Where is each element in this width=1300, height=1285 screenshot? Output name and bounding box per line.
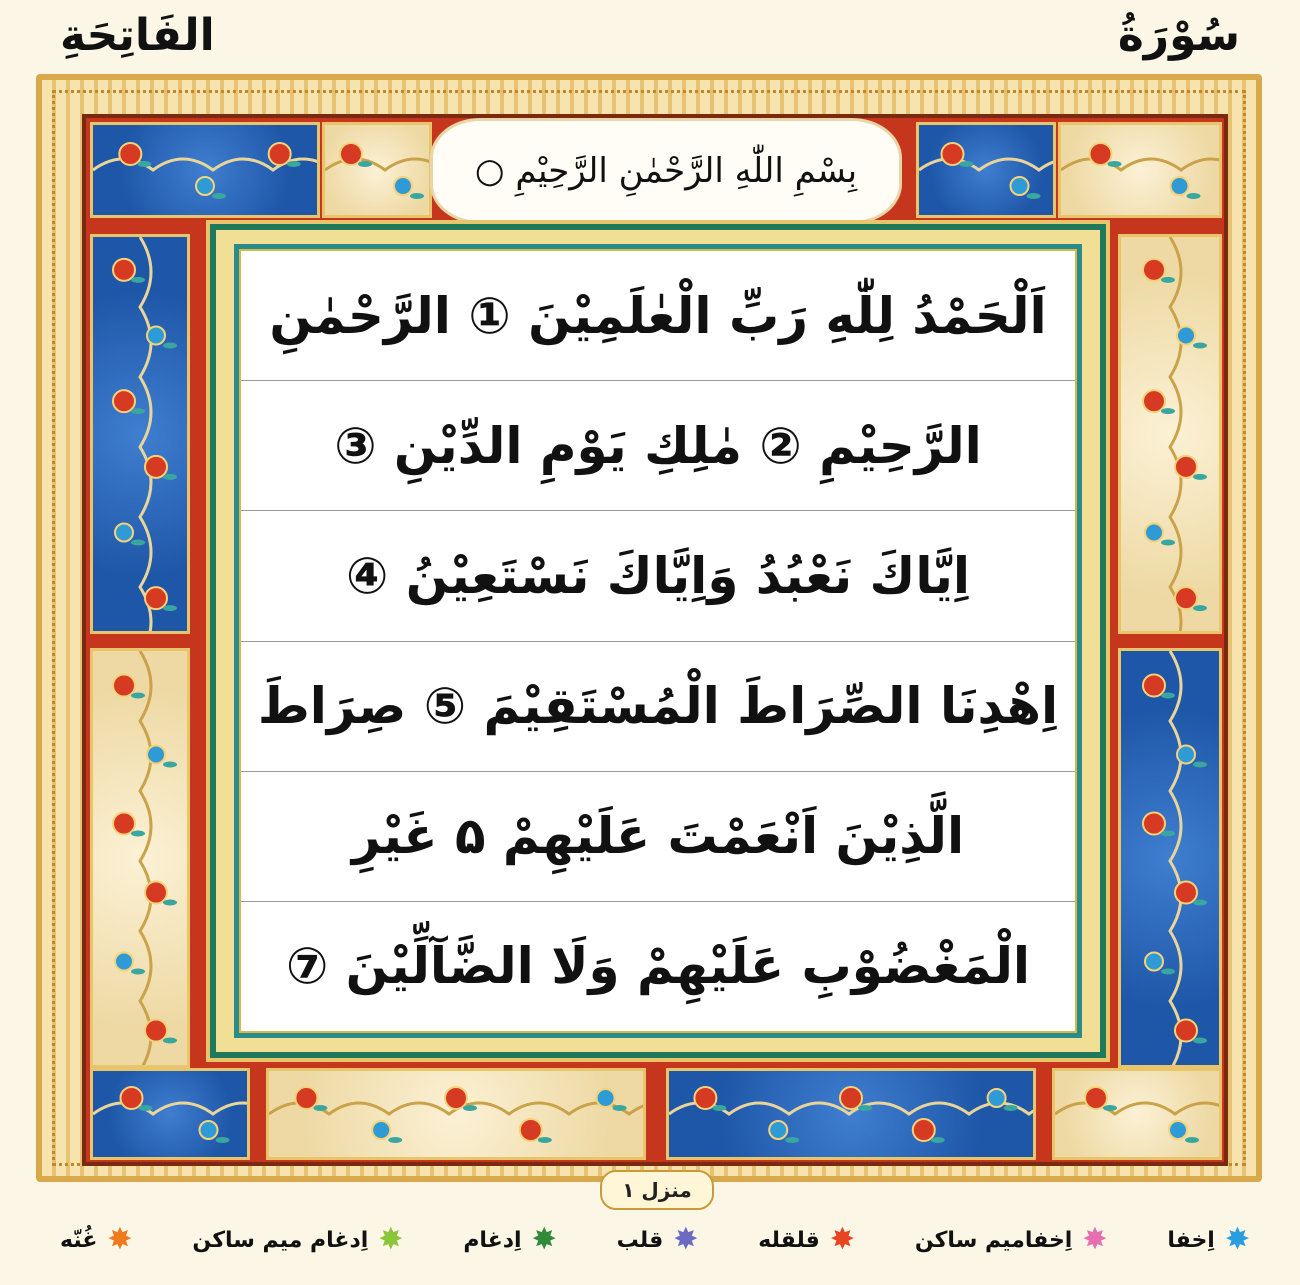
rose-icon — [340, 143, 362, 165]
floral-panel — [90, 234, 190, 634]
rose-icon — [769, 1121, 787, 1139]
leaf-icon — [1187, 193, 1201, 199]
rose-icon — [1143, 259, 1165, 281]
leaf-icon — [613, 1105, 627, 1111]
floral-motif — [1055, 1071, 1219, 1157]
floral-motif — [669, 1071, 1033, 1157]
rose-icon — [269, 143, 291, 165]
legend-label: اِخفا — [1167, 1227, 1215, 1253]
floral-panel — [90, 1068, 250, 1160]
leaf-icon — [131, 693, 145, 699]
leaf-icon — [1108, 161, 1122, 167]
rose-icon — [445, 1087, 467, 1109]
leaf-icon — [163, 762, 177, 768]
bismillah-text: بِسْمِ اللّٰهِ الرَّحْمٰنِ الرَّحِيْمِ ○ — [474, 151, 858, 191]
leaf-icon — [1027, 193, 1041, 199]
leaf-icon — [712, 1105, 726, 1111]
floral-motif — [325, 125, 429, 215]
leaf-icon — [131, 540, 145, 546]
leaf-icon — [358, 161, 372, 167]
leaf-icon — [388, 1137, 402, 1143]
leaf-icon — [1193, 762, 1207, 768]
rose-icon — [1177, 746, 1195, 764]
leaf-icon — [785, 1137, 799, 1143]
legend-item — [463, 1222, 557, 1257]
rose-icon — [147, 327, 165, 345]
leaf-icon — [137, 161, 151, 167]
legend-label: اِخفامیم ساکن — [914, 1227, 1073, 1253]
leaf-icon — [1161, 408, 1175, 414]
rose-icon — [145, 882, 167, 904]
verse-page — [239, 249, 1077, 1033]
floral-panel — [1052, 1068, 1222, 1160]
leaf-icon — [313, 1105, 327, 1111]
verse-line: اَلْحَمْدُ لِلّٰهِ رَبِّ الْعٰلَمِيْنَ ① الرَّحْمٰنِ — [241, 251, 1075, 381]
star-icon: ✸ — [829, 1222, 855, 1257]
leaf-icon — [1161, 831, 1175, 837]
legend-label: قلقله — [758, 1227, 820, 1253]
rose-icon — [1175, 1020, 1197, 1042]
star-icon: ✸ — [673, 1222, 699, 1257]
rose-icon — [196, 177, 214, 195]
verse-line: الْمَغْضُوْبِ عَلَيْهِمْ وَلَا الضَّآلِّيْنَ ⑦ — [285, 937, 1031, 996]
rose-icon — [200, 1121, 218, 1139]
rose-icon — [988, 1089, 1006, 1107]
rose-icon — [113, 813, 135, 835]
bismillah-cartouche — [430, 118, 902, 224]
rose-icon — [840, 1087, 862, 1109]
legend-label: اِدغام میم ساکن — [192, 1227, 369, 1253]
floral-panel — [1118, 648, 1222, 1068]
floral-motif — [93, 237, 187, 631]
leaf-icon — [1185, 1137, 1199, 1143]
leaf-icon — [1161, 693, 1175, 699]
rose-icon — [1175, 587, 1197, 609]
leaf-icon — [131, 277, 145, 283]
floral-motif — [269, 1071, 643, 1157]
leaf-icon — [163, 343, 177, 349]
leaf-icon — [163, 900, 177, 906]
star-icon: ✸ — [1082, 1222, 1108, 1257]
text-frame-inner — [234, 244, 1082, 1038]
leaf-icon — [1161, 969, 1175, 975]
rose-icon — [1143, 390, 1165, 412]
leaf-icon — [139, 1105, 153, 1111]
leaf-icon — [216, 1137, 230, 1143]
leaf-icon — [1004, 1105, 1018, 1111]
leaf-icon — [1193, 605, 1207, 611]
floral-motif — [1121, 651, 1219, 1065]
rose-icon — [113, 259, 135, 281]
floral-motif — [93, 651, 187, 1065]
rose-icon — [1177, 327, 1195, 345]
leaf-icon — [1193, 343, 1207, 349]
rose-icon — [942, 143, 964, 165]
leaf-icon — [212, 193, 226, 199]
floral-motif — [1061, 125, 1219, 215]
rose-icon — [1011, 177, 1029, 195]
rose-icon — [394, 177, 412, 195]
rose-icon — [295, 1087, 317, 1109]
floral-motif — [1121, 237, 1219, 631]
rose-icon — [113, 390, 135, 412]
floral-panel — [666, 1068, 1036, 1160]
leaf-icon — [463, 1105, 477, 1111]
leaf-icon — [287, 161, 301, 167]
rose-icon — [115, 524, 133, 542]
leaf-icon — [131, 969, 145, 975]
tajweed-legend — [60, 1218, 1250, 1262]
rose-icon — [1090, 143, 1112, 165]
leaf-icon — [1193, 1038, 1207, 1044]
surah-name: الفَاتِحَةِ — [60, 10, 215, 61]
legend-item — [914, 1222, 1108, 1257]
leaf-icon — [163, 474, 177, 480]
floral-panel — [916, 122, 1056, 218]
rose-icon — [694, 1087, 716, 1109]
floral-panel — [266, 1068, 646, 1160]
floral-panel — [90, 122, 320, 218]
star-icon: ✸ — [378, 1222, 404, 1257]
star-icon: ✸ — [1224, 1222, 1250, 1257]
floral-panel — [90, 648, 190, 1068]
leaf-icon — [858, 1105, 872, 1111]
legend-item — [60, 1222, 133, 1257]
rose-icon — [372, 1121, 390, 1139]
leaf-icon — [163, 1038, 177, 1044]
text-frame — [210, 224, 1106, 1058]
legend-item — [758, 1222, 855, 1257]
floral-motif — [919, 125, 1053, 215]
star-icon: ✸ — [531, 1222, 557, 1257]
rose-icon — [1143, 813, 1165, 835]
legend-label: اِدغام — [463, 1227, 522, 1253]
rose-icon — [597, 1089, 615, 1107]
legend-item — [1167, 1222, 1250, 1257]
leaf-icon — [1161, 277, 1175, 283]
verse-line: الَّذِيْنَ اَنْعَمْتَ عَلَيْهِمْ ۵ غَيْرِ — [241, 772, 1075, 902]
leaf-icon — [1193, 900, 1207, 906]
leaf-icon — [931, 1137, 945, 1143]
floral-motif — [93, 125, 317, 215]
leaf-icon — [131, 408, 145, 414]
leaf-icon — [960, 161, 974, 167]
rose-icon — [1175, 456, 1197, 478]
verse-line: الرَّحِيْمِ ② مٰلِكِ يَوْمِ الدِّيْنِ ③ — [241, 381, 1075, 511]
leaf-icon — [1161, 540, 1175, 546]
verse-line: اِيَّاكَ نَعْبُدُ وَاِيَّاكَ نَسْتَعِيْنُ ④ — [241, 511, 1075, 641]
rose-icon — [1145, 524, 1163, 542]
leaf-icon — [163, 605, 177, 611]
rose-icon — [119, 143, 141, 165]
leaf-icon — [131, 831, 145, 837]
rose-icon — [1145, 953, 1163, 971]
rose-icon — [145, 456, 167, 478]
leaf-icon — [538, 1137, 552, 1143]
leaf-icon — [1103, 1105, 1117, 1111]
rose-icon — [913, 1119, 935, 1141]
rose-icon — [1143, 675, 1165, 697]
rose-icon — [1171, 177, 1189, 195]
floral-panel — [322, 122, 432, 218]
floral-panel — [1118, 234, 1222, 634]
legend-item — [192, 1222, 404, 1257]
manzil-label: منزل ۱ — [600, 1170, 714, 1210]
rose-icon — [1175, 882, 1197, 904]
verse-line: اِهْدِنَا الصِّرَاطَ الْمُسْتَقِيْمَ ⑤ صِرَاطَ — [241, 642, 1075, 772]
surah-label: سُوْرَةُ — [1117, 10, 1240, 61]
leaf-icon — [1193, 474, 1207, 480]
rose-icon — [113, 675, 135, 697]
rose-icon — [1085, 1087, 1107, 1109]
floral-motif — [93, 1071, 247, 1157]
rose-icon — [145, 587, 167, 609]
rose-icon — [147, 746, 165, 764]
legend-label: قلب — [616, 1227, 664, 1253]
rose-icon — [121, 1087, 143, 1109]
legend-label: غُنّه — [60, 1227, 98, 1253]
star-icon: ✸ — [107, 1222, 133, 1257]
floral-panel — [1058, 122, 1222, 218]
rose-icon — [520, 1119, 542, 1141]
rose-icon — [1169, 1121, 1187, 1139]
legend-item — [616, 1222, 699, 1257]
rose-icon — [115, 953, 133, 971]
leaf-icon — [410, 193, 424, 199]
rose-icon — [145, 1020, 167, 1042]
